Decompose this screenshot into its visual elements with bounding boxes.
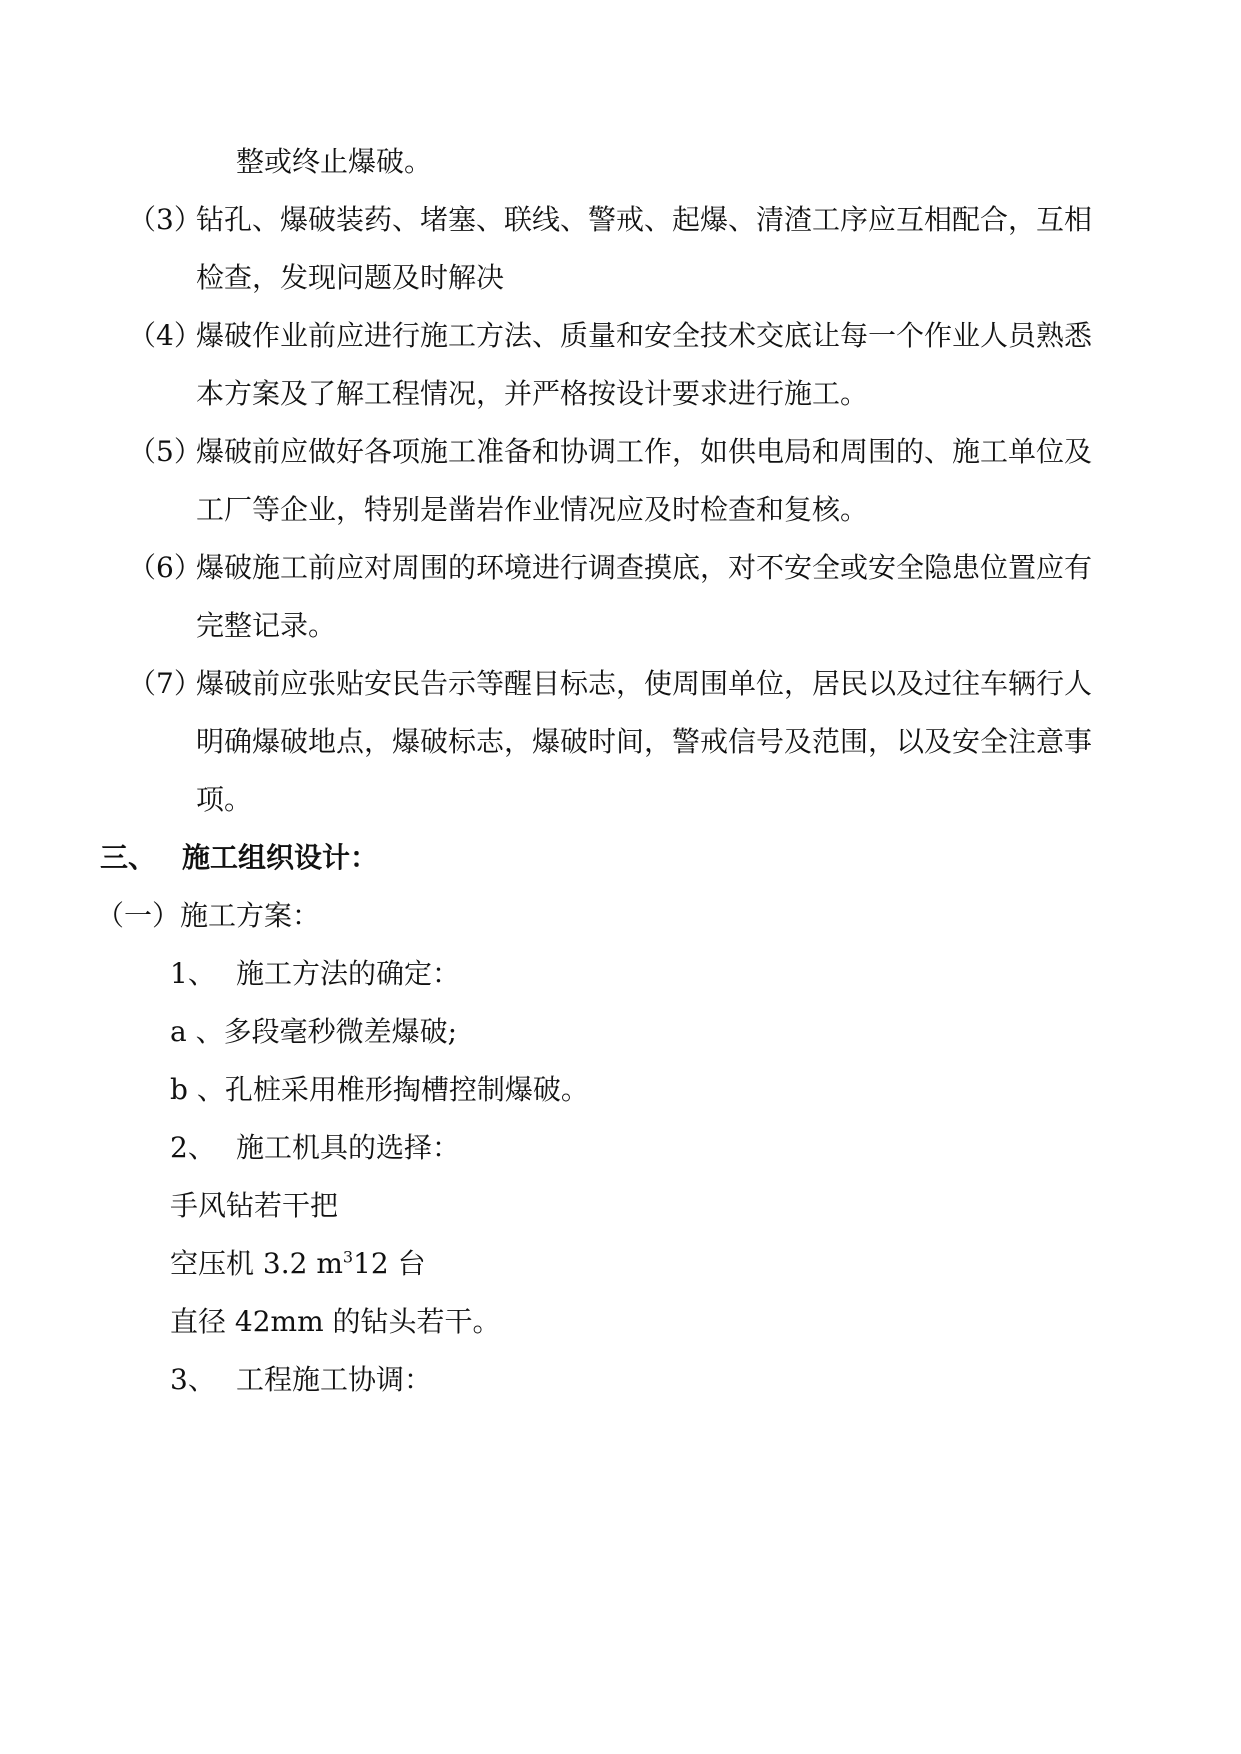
equipment-item: 直径 42mm 的钻头若干。	[170, 1305, 501, 1338]
superscript: 3	[342, 1247, 354, 1267]
method-a: a 、多段毫秒微差爆破;	[170, 1015, 458, 1048]
sub-title: 工程施工协调：	[236, 1363, 433, 1396]
item-number: （7）	[128, 667, 202, 700]
item-number: （3）	[128, 203, 202, 236]
item-line: 爆破前应张贴安民告示等醒目标志，使周围单位，居民以及过往车辆行人	[196, 667, 1093, 700]
item-number: （5）	[128, 435, 202, 468]
section-title: 施工组织设计：	[182, 841, 379, 874]
item-number: （4）	[128, 319, 202, 352]
equipment-item	[170, 1244, 426, 1284]
item-line: 爆破施工前应对周围的环境进行调查摸底，对不安全或安全隐患位置应有	[196, 551, 1093, 584]
item-line: 项。	[196, 783, 253, 816]
item-line: 钻孔、爆破装药、堵塞、联线、警戒、起爆、清渣工序应互相配合，互相	[196, 203, 1093, 236]
item-line: 检查，发现问题及时解决	[196, 261, 505, 294]
equipment-item: 手风钻若干把	[170, 1189, 339, 1222]
equipment-text: 12 台	[353, 1247, 426, 1280]
sub-number: 3、	[170, 1363, 216, 1396]
equipment-text: 空压机 3.2 m	[170, 1247, 343, 1280]
item-line: 明确爆破地点，爆破标志，爆破时间，警戒信号及范围，以及安全注意事	[196, 725, 1093, 758]
sub-number: 1、	[170, 957, 216, 990]
subsection-title: （一）施工方案：	[96, 899, 321, 932]
sub-title: 施工机具的选择：	[236, 1131, 461, 1164]
item-line: 完整记录。	[196, 609, 337, 642]
sub-number: 2、	[170, 1131, 216, 1164]
method-b: b 、孔桩采用椎形掏槽控制爆破。	[170, 1073, 589, 1106]
item-line: 爆破作业前应进行施工方法、质量和安全技术交底让每一个作业人员熟悉	[196, 319, 1093, 352]
section-number: 三、	[100, 841, 157, 874]
item-number: （6）	[128, 551, 202, 584]
item-line: 本方案及了解工程情况，并严格按设计要求进行施工。	[196, 377, 869, 410]
item-line: 工厂等企业，特别是凿岩作业情况应及时检查和复核。	[196, 493, 869, 526]
continuation-line: 整或终止爆破。	[236, 145, 433, 178]
item-line: 爆破前应做好各项施工准备和协调工作，如供电局和周围的、施工单位及	[196, 435, 1093, 468]
sub-title: 施工方法的确定：	[236, 957, 461, 990]
